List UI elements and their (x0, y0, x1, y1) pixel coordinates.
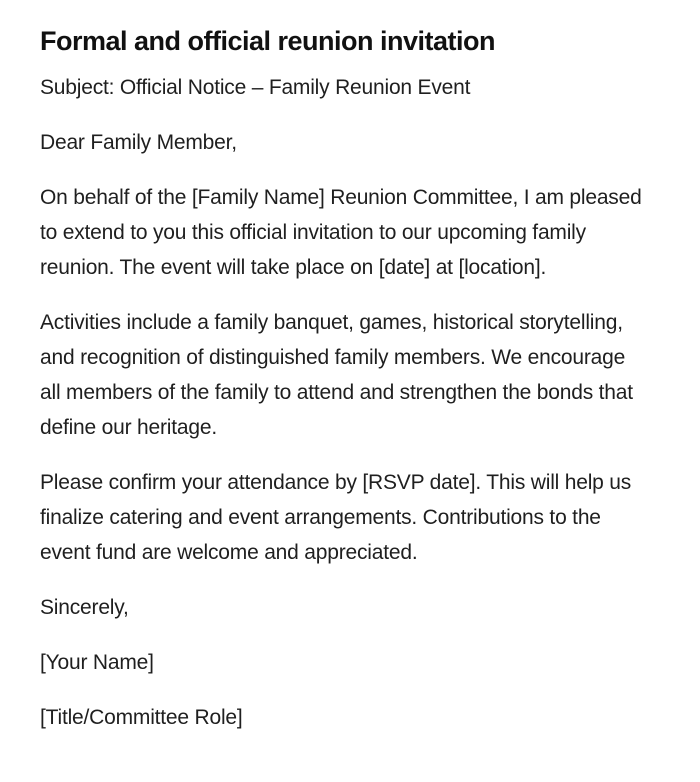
subject-line: Subject: Official Notice – Family Reunion Event (40, 76, 471, 99)
paragraph-rsvp: Please confirm your attendance by [RSVP date]. This will help us finalize catering and event arrangements. Contributions to the event fund are welcome and appreciated. (40, 471, 632, 564)
salutation: Dear Family Member, (40, 131, 237, 154)
signature-role: [Title/Committee Role] (40, 706, 243, 729)
paragraph-activities: Activities include a family banquet, games, historical storytelling, and recognition of distinguished family members. We encourage all members of the family to attend and strengthen the bonds that define our heritage. (40, 311, 633, 439)
paragraph-invitation: On behalf of the [Family Name] Reunion Committee, I am pleased to extend to you this official invitation to our upcoming family reunion. The event will take place on [date] at [location]. (40, 186, 642, 279)
page-title: Formal and official reunion invitation (40, 26, 496, 56)
signature-name: [Your Name] (40, 651, 154, 674)
closing: Sincerely, (40, 596, 129, 619)
